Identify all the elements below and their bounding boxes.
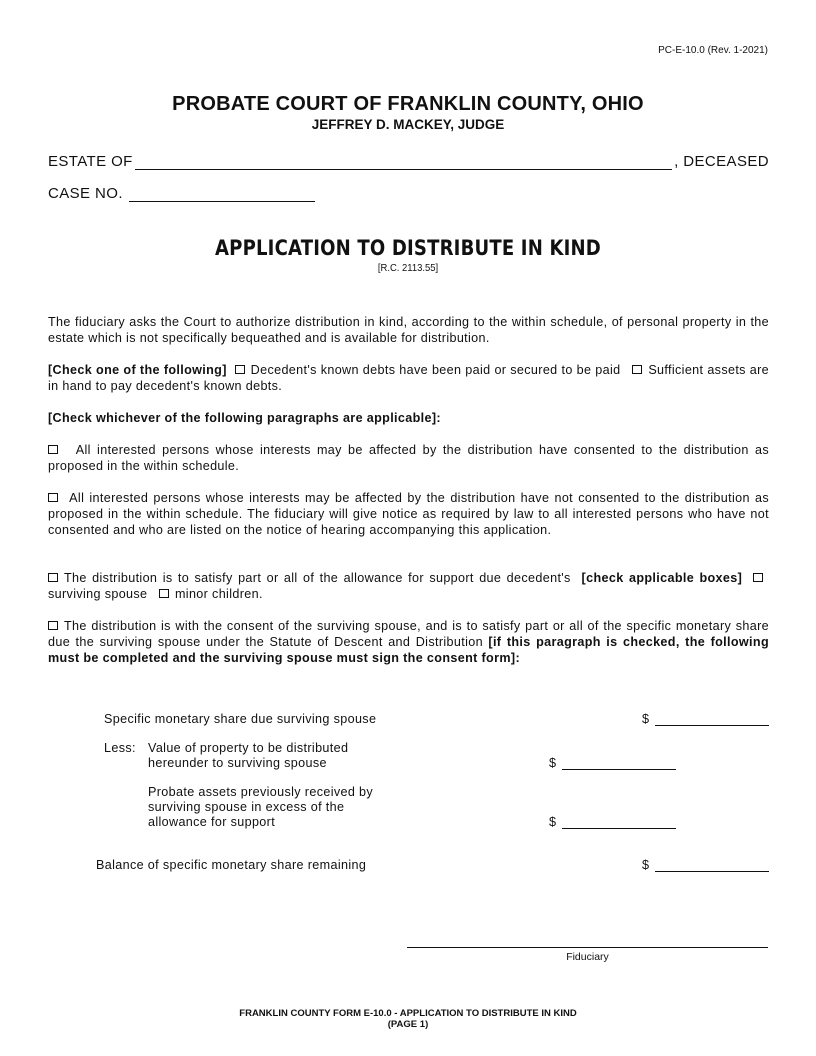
balance-label: Balance of specific monetary share remaining [96, 858, 367, 872]
allowance-paragraph [48, 570, 769, 602]
allowance-text: The distribution is to satisfy part or all of the allowance for support due decedent's [64, 571, 571, 585]
deceased-label: , DECEASED [674, 153, 769, 170]
probate-assets-row [549, 815, 676, 829]
footer-form-name: FRANKLIN COUNTY FORM E-10.0 - APPLICATION TO DISTRIBUTE IN KIND [239, 1008, 577, 1019]
sufficient-assets-checkbox[interactable] [632, 365, 642, 374]
dollar-sign: $ [642, 712, 650, 726]
check-whichever-heading [48, 410, 769, 426]
spouse-consent-paragraph [48, 618, 769, 666]
spouse-consent-text: The distribution is with the consent of the surviving spouse, and is to satisfy part or all of the specific monetary share due the surviving spouse under the Statute of Descent and Distribution [48, 619, 769, 649]
dollar-sign: $ [642, 858, 650, 872]
not-consented-paragraph [48, 490, 769, 538]
case-number-field[interactable] [129, 187, 315, 202]
court-name: PROBATE COURT OF FRANKLIN COUNTY, OHIO [172, 93, 644, 115]
statute-reference: [R.C. 2113.55] [377, 262, 439, 274]
case-row [48, 185, 315, 202]
estate-label: ESTATE OF [48, 153, 133, 170]
estate-name-field[interactable] [135, 155, 672, 170]
value-distributed-label: Value of property to be distributed hereunder to surviving spouse [148, 741, 349, 770]
allowance-instruction: [check applicable boxes] [581, 571, 743, 585]
check-one-label: [Check one of the following] [48, 363, 227, 377]
fiduciary-label: Fiduciary [566, 951, 609, 963]
specific-share-label: Specific monetary share due surviving spouse [104, 712, 377, 726]
footer [0, 1008, 816, 1030]
form-id: PC-E-10.0 (Rev. 1-2021) [658, 45, 768, 56]
balance-row [642, 858, 769, 872]
consented-text: All interested persons whose interests may be affected by the distribution have consented to the distribution as proposed in the within schedule. [48, 443, 769, 473]
surviving-spouse-label: surviving spouse [48, 587, 148, 601]
probate-assets-field[interactable] [562, 816, 676, 829]
debts-paid-checkbox[interactable] [235, 365, 245, 374]
not-consented-checkbox[interactable] [48, 493, 58, 502]
surviving-spouse-checkbox[interactable] [753, 573, 763, 582]
estate-row [48, 153, 769, 170]
check-one-paragraph [48, 362, 769, 394]
minor-children-label: minor children. [174, 587, 263, 601]
dollar-sign: $ [549, 756, 557, 770]
not-consented-text: All interested persons whose interests may be affected by the distribution have not consented to the distribution as proposed in the within schedule. The fiduciary will give notice as required by law to all interested persons who have not consented and who are listed on the notice of hearing accompanying this application. [48, 491, 769, 537]
case-label: CASE NO. [48, 185, 123, 202]
consented-checkbox[interactable] [48, 445, 58, 454]
spouse-consent-checkbox[interactable] [48, 621, 58, 630]
fiduciary-signature-line[interactable] [407, 947, 768, 948]
probate-assets-label: Probate assets previously received by surviving spouse in excess of the allowance for support [148, 785, 374, 829]
consented-paragraph [48, 442, 769, 474]
value-distributed-row [549, 756, 676, 770]
form-title: APPLICATION TO DISTRIBUTE IN KIND [215, 236, 601, 260]
specific-share-field[interactable] [655, 713, 769, 726]
balance-field[interactable] [655, 859, 769, 872]
value-distributed-field[interactable] [562, 757, 676, 770]
spouse-consent-instruction: [if this paragraph is checked, the following must be completed and the surviving spouse must sign the consent form]: [48, 635, 769, 665]
dollar-sign: $ [549, 815, 557, 829]
specific-share-row [642, 712, 769, 726]
check-whichever-label: [Check whichever of the following paragraphs are applicable]: [48, 411, 441, 425]
minor-children-checkbox[interactable] [159, 589, 169, 598]
intro-paragraph: The fiduciary asks the Court to authorize distribution in kind, according to the within schedule, of personal property in the estate which is not specifically bequeathed and is available for distribution. [48, 315, 769, 345]
debts-paid-label: Decedent's known debts have been paid or secured to be paid [250, 363, 621, 377]
sufficient-assets-label: Sufficient assets are in hand to pay decedent's known debts. [48, 363, 770, 393]
footer-page-number: (PAGE 1) [387, 1019, 429, 1030]
less-label: Less: [104, 741, 136, 755]
allowance-checkbox[interactable] [48, 573, 58, 582]
judge-name: JEFFREY D. MACKEY, JUDGE [311, 117, 505, 132]
